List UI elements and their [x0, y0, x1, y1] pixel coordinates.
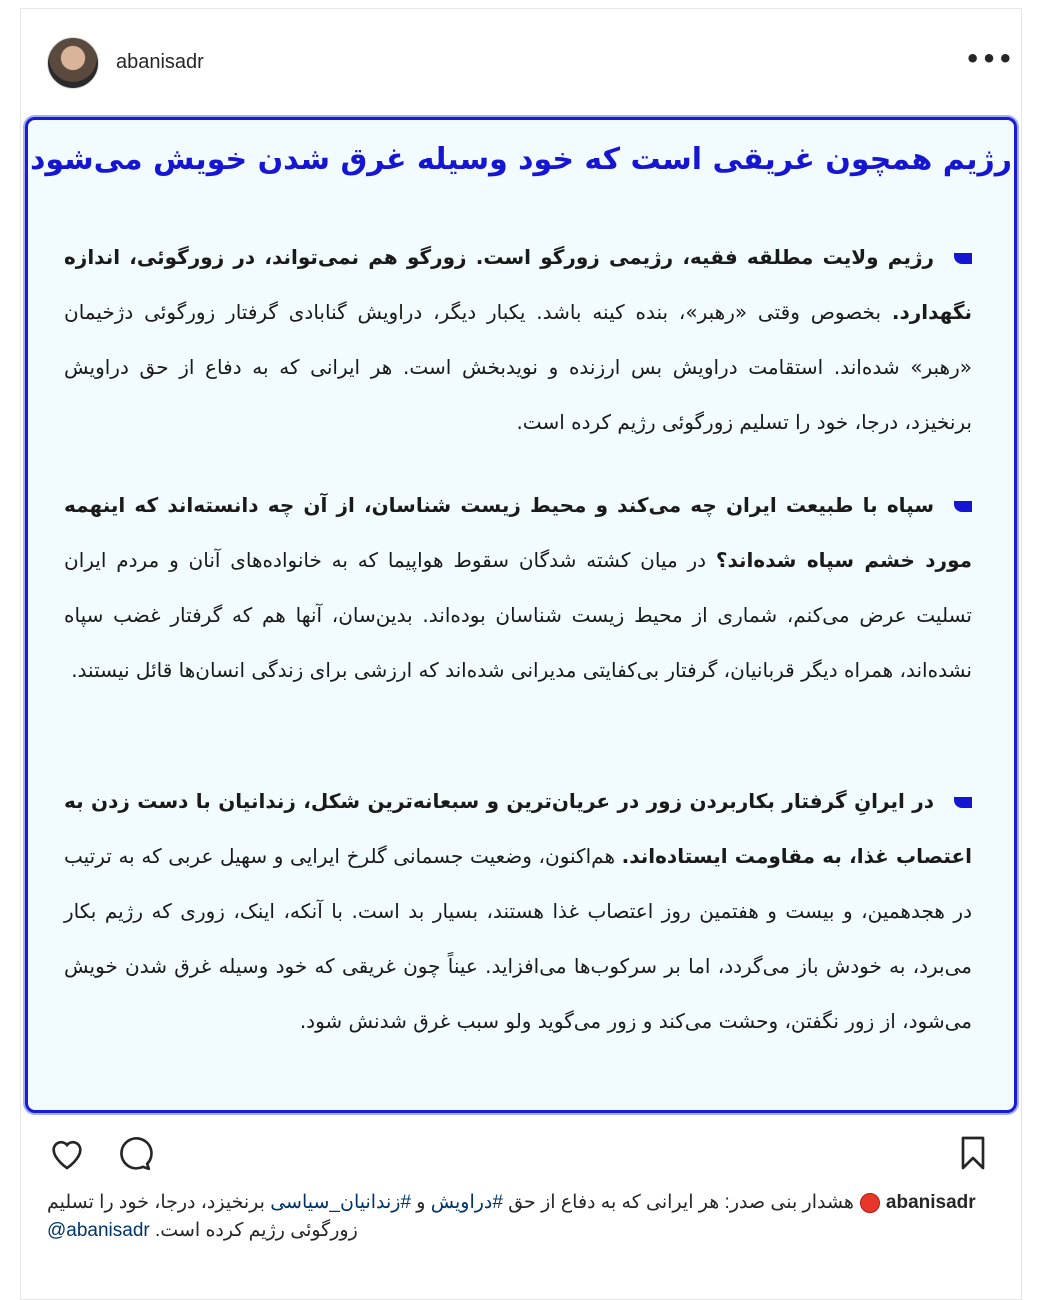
paragraph-bold: رژیم ولایت مطلقه فقیه، رژیمی زورگو است. زورگو هم نمی‌تواند، در زورگوئی، اندازه نگهدارد.: [64, 245, 972, 324]
heart-icon[interactable]: [47, 1133, 87, 1173]
more-horizontal-icon[interactable]: •••: [965, 45, 1015, 73]
action-bar: [21, 1133, 1021, 1183]
paragraph-3: [64, 774, 972, 1049]
instagram-post-card: [20, 8, 1022, 1300]
paragraph-bold: سپاه با طبیعت ایران چه می‌کند و محیط زیست شناسان، از آن چه دانسته‌اند که اینهمه مورد خشم سپاه شده‌اند؟: [64, 493, 972, 572]
post-header: [21, 9, 1021, 113]
bookmark-icon[interactable]: [953, 1133, 993, 1173]
mention-link[interactable]: @abanisadr: [47, 1220, 150, 1241]
bullet-icon: [954, 501, 972, 512]
bullet-icon: [954, 253, 972, 264]
bullet-icon: [954, 797, 972, 808]
post-image: [25, 117, 1017, 1113]
caption-text: برنخیزد، درجا، خود را تسلیم زورگوئی رژیم کرده است.: [47, 1192, 358, 1241]
paragraph-text: هم‌اکنون، وضعیت جسمانی گلرخ ایرایی و سهیل عربی که به ترتیب در هجدهمین، و بیست و هفتمین روز اعتصاب غذا هستند، بسیار بد است. با آنکه، اینک، زوری که رژیم بکار می‌برد، به خودش باز می‌گردد، اما بر سرکوب‌ها می‌افزاید. عیناً چون غریقی که خود وسیله غرق شدن خویش می‌شود، از زور نگفتن، وحشت می‌کند و زور می‌گوید ولو سبب غرق شدنش شود.: [64, 844, 972, 1033]
comment-icon[interactable]: [113, 1133, 153, 1173]
caption-text: و: [411, 1192, 431, 1213]
post-caption: [47, 1189, 997, 1245]
paragraph-1: [64, 230, 972, 450]
caption-username[interactable]: abanisadr: [885, 1192, 976, 1213]
avatar[interactable]: [47, 37, 99, 89]
hashtag-link[interactable]: #زندانیان_سیاسی: [270, 1192, 412, 1213]
post-title: رژیم همچون غریقی است که خود وسیله غرق شدن خویش می‌شود: [29, 142, 1013, 177]
username-link[interactable]: abanisadr: [116, 51, 204, 73]
paragraph-bold: در ایرانِ گرفتار بکاربردن زور در عریان‌ترین و سبعانه‌ترین شکل، زندانیان با دست زدن به اعتصاب غذا، به مقاومت ایستاده‌اند.: [64, 789, 973, 868]
paragraph-text: بخصوص وقتی «رهبر»، بنده کینه باشد. یکبار دیگر، دراویش گنابادی گرفتار زورگوئی دژخیمان «رهبر» شده‌اند. استقامت دراویش بس ارزنده و نویدبخش است. هر ایرانی که به دفاع از حق دراویش برنخیزد، درجا، خود را تسلیم زورگوئی رژیم کرده است.: [64, 300, 972, 434]
paragraph-2: [64, 478, 972, 698]
caption-text: هشدار بنی صدر: هر ایرانی که به دفاع از حق: [502, 1192, 854, 1213]
hashtag-link[interactable]: #دراویش: [430, 1192, 503, 1213]
paragraph-text: در میان کشته شدگان سقوط هواپیما که به خانواده‌های آنان و مردم ایران تسلیت عرض می‌کنم، شماری از محیط زیست شناسان بوده‌اند. بدین‌سان، آنها هم که گرفتار غضب سپاه نشده‌اند، همراه دیگر قربانیان، گرفتار بی‌کفایتی مدیرانی شده‌اند که ارزشی برای زندگی انسان‌ها قائل نیستند.: [64, 548, 972, 682]
red-circle-emoji: [860, 1193, 880, 1213]
